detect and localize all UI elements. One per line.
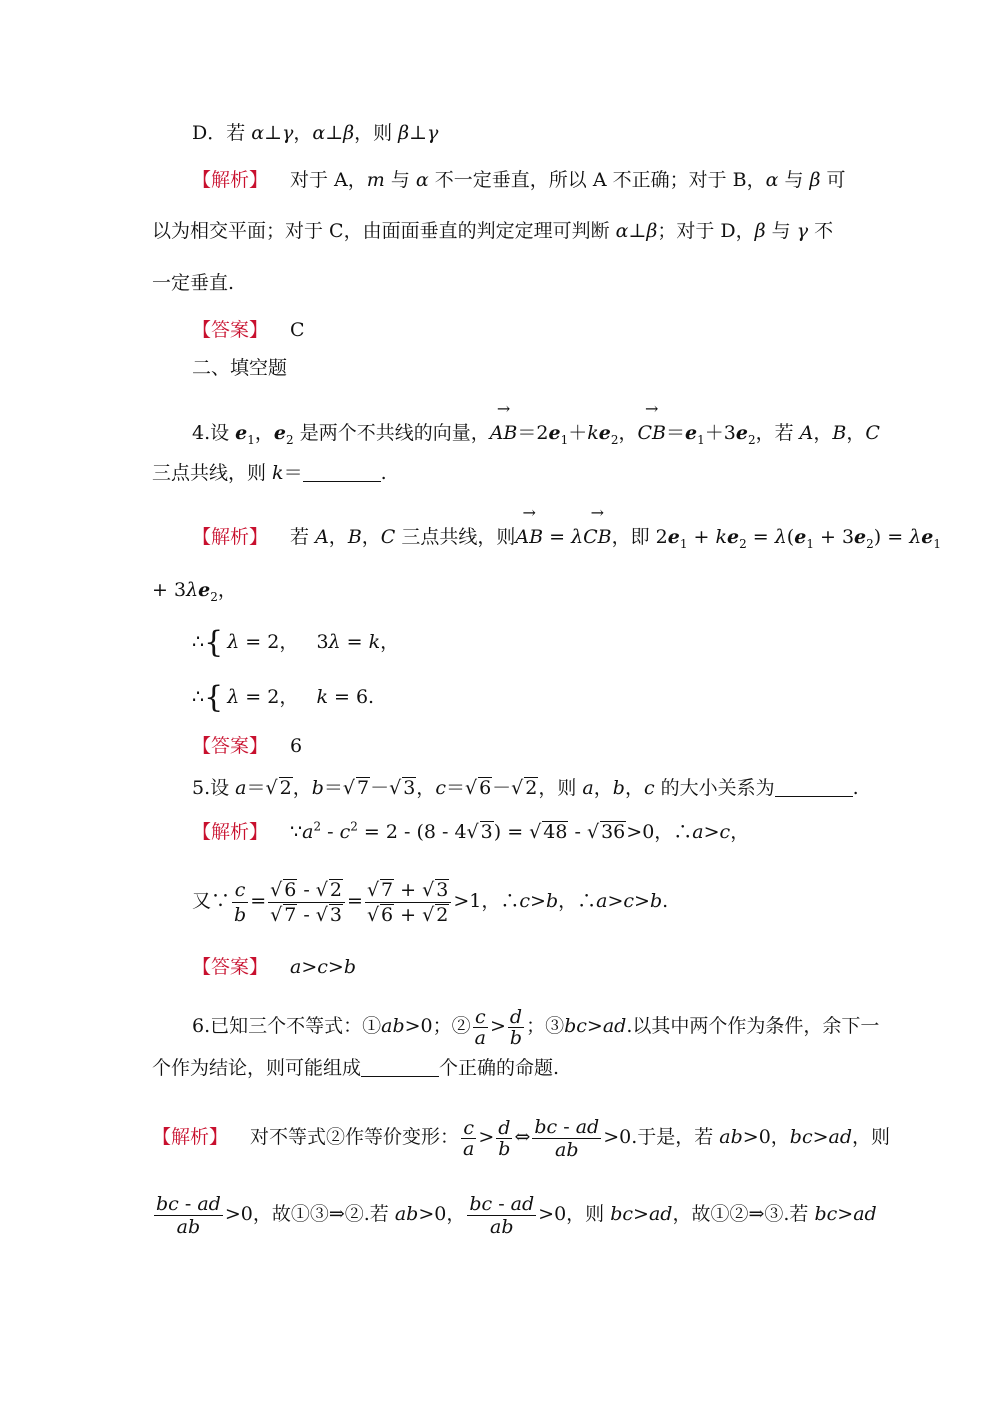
q4-answer-value: 6: [290, 735, 303, 757]
q3-analysis-line2: 以为相交平面；对于 C，由面面垂直的判定定理可判断 α⊥β；对于 D，β 与 γ 不: [152, 220, 834, 242]
q4-system-1: ∴{ λ = 2， 3λ = k，: [192, 625, 400, 660]
answer-label: 【答案】: [192, 735, 269, 757]
q3-analysis-line3: 一定垂直.: [152, 272, 235, 294]
analysis-label: 【解析】: [192, 526, 269, 548]
q5-analysis-line1: 【解析】 $\because a^2 - c^2 = 2 - (8 - 4√$ 3) = √ 48 - √ 36>0，∴a>c，: [192, 819, 750, 843]
section-title: 二、填空题: [192, 357, 288, 379]
q3-option-d: D．若 α⊥γ，α⊥β，则 β⊥γ: [192, 122, 439, 144]
q5-stem: 5.设 a＝√ 2，b＝√ 7－√ 3，c＝√ 6－√ 2，则 a，b，c 的大小关系为 .: [192, 777, 859, 799]
q6-analysis-line2: $\frac{bc - ad}{ab}$ >0，故①③⇒②.若 ab>0， $\frac{bc - ad}{ab}$ >0，则 bc>ad，故①②⇒③.若 bc>ad: [156, 1192, 877, 1238]
q4-analysis-line1: 【解析】 若 A，B，C 三点共线，则 → AB = λ → CB，即 $2e_1 + ke_2 = \lambda(e_1 + 3e_2) = \lambda e_1$: [192, 503, 941, 551]
q4-blank: [303, 463, 381, 482]
q4-system-2: ∴{ λ = 2， k = 6.: [192, 680, 375, 715]
q6-stem-line1: 6.已知三个不等式：①ab>0；② $\frac{c}{a}$ > $\frac{d}{b}$ ；③bc>ad.以其中两个作为条件，余下一: [192, 1005, 880, 1049]
q4-stem-line2: 三点共线，则 k＝ .: [152, 462, 387, 484]
q3-option-d-prefix: D．若: [192, 122, 252, 144]
analysis-label: 【解析】: [192, 169, 269, 191]
q3-answer: [192, 318, 305, 342]
q3-analysis-line1: 【解析】 对于 A，m 与 α 不一定垂直，所以 A 不正确；对于 B，α 与 β 可: [192, 169, 846, 191]
q4-analysis-line2: + $3\lambda e_2$，: [152, 579, 237, 604]
vector-cb: → CB: [637, 399, 666, 444]
q3-answer-value: C: [290, 319, 305, 341]
q6-analysis-line1: 【解析】 对不等式②作等价变形： $\frac{c}{a}$ > $\frac{d}{b}$ ⇔ $\frac{bc - ad}{ab}$ >0.于是，若 ab>0，bc>ad，则: [152, 1115, 891, 1161]
q5-blank: [775, 778, 853, 797]
q4-answer: [192, 734, 302, 758]
q5-answer-value: a>c>b: [290, 956, 356, 978]
q5-analysis-line2: 又∵ $\frac{c}{b}$ = $\frac{√ 6 - √ 2}{√ 7 - √ 3}$ = $\frac{√ 7 + √ 3}{√ 6 + √ 2}$ >1，∴c>b，∴a>c>b.: [192, 878, 669, 926]
q6-stem-line2: 个作为结论，则可能组成 个正确的命题.: [152, 1057, 560, 1079]
answer-label: 【答案】: [192, 956, 269, 978]
analysis-label: 【解析】: [192, 821, 269, 843]
q6-blank: [361, 1058, 439, 1077]
analysis-label: 【解析】: [152, 1126, 229, 1148]
q5-answer: [192, 955, 356, 979]
vector-ab: → AB: [489, 399, 518, 444]
q4-stem-line1: 4.设 $e_1$，$e_2$ 是两个不共线的向量， → $AB=2e_1+ke_2$， → $CB=e_1+3e_2$，若 A，B，C: [192, 399, 880, 447]
answer-label: 【答案】: [192, 319, 269, 341]
